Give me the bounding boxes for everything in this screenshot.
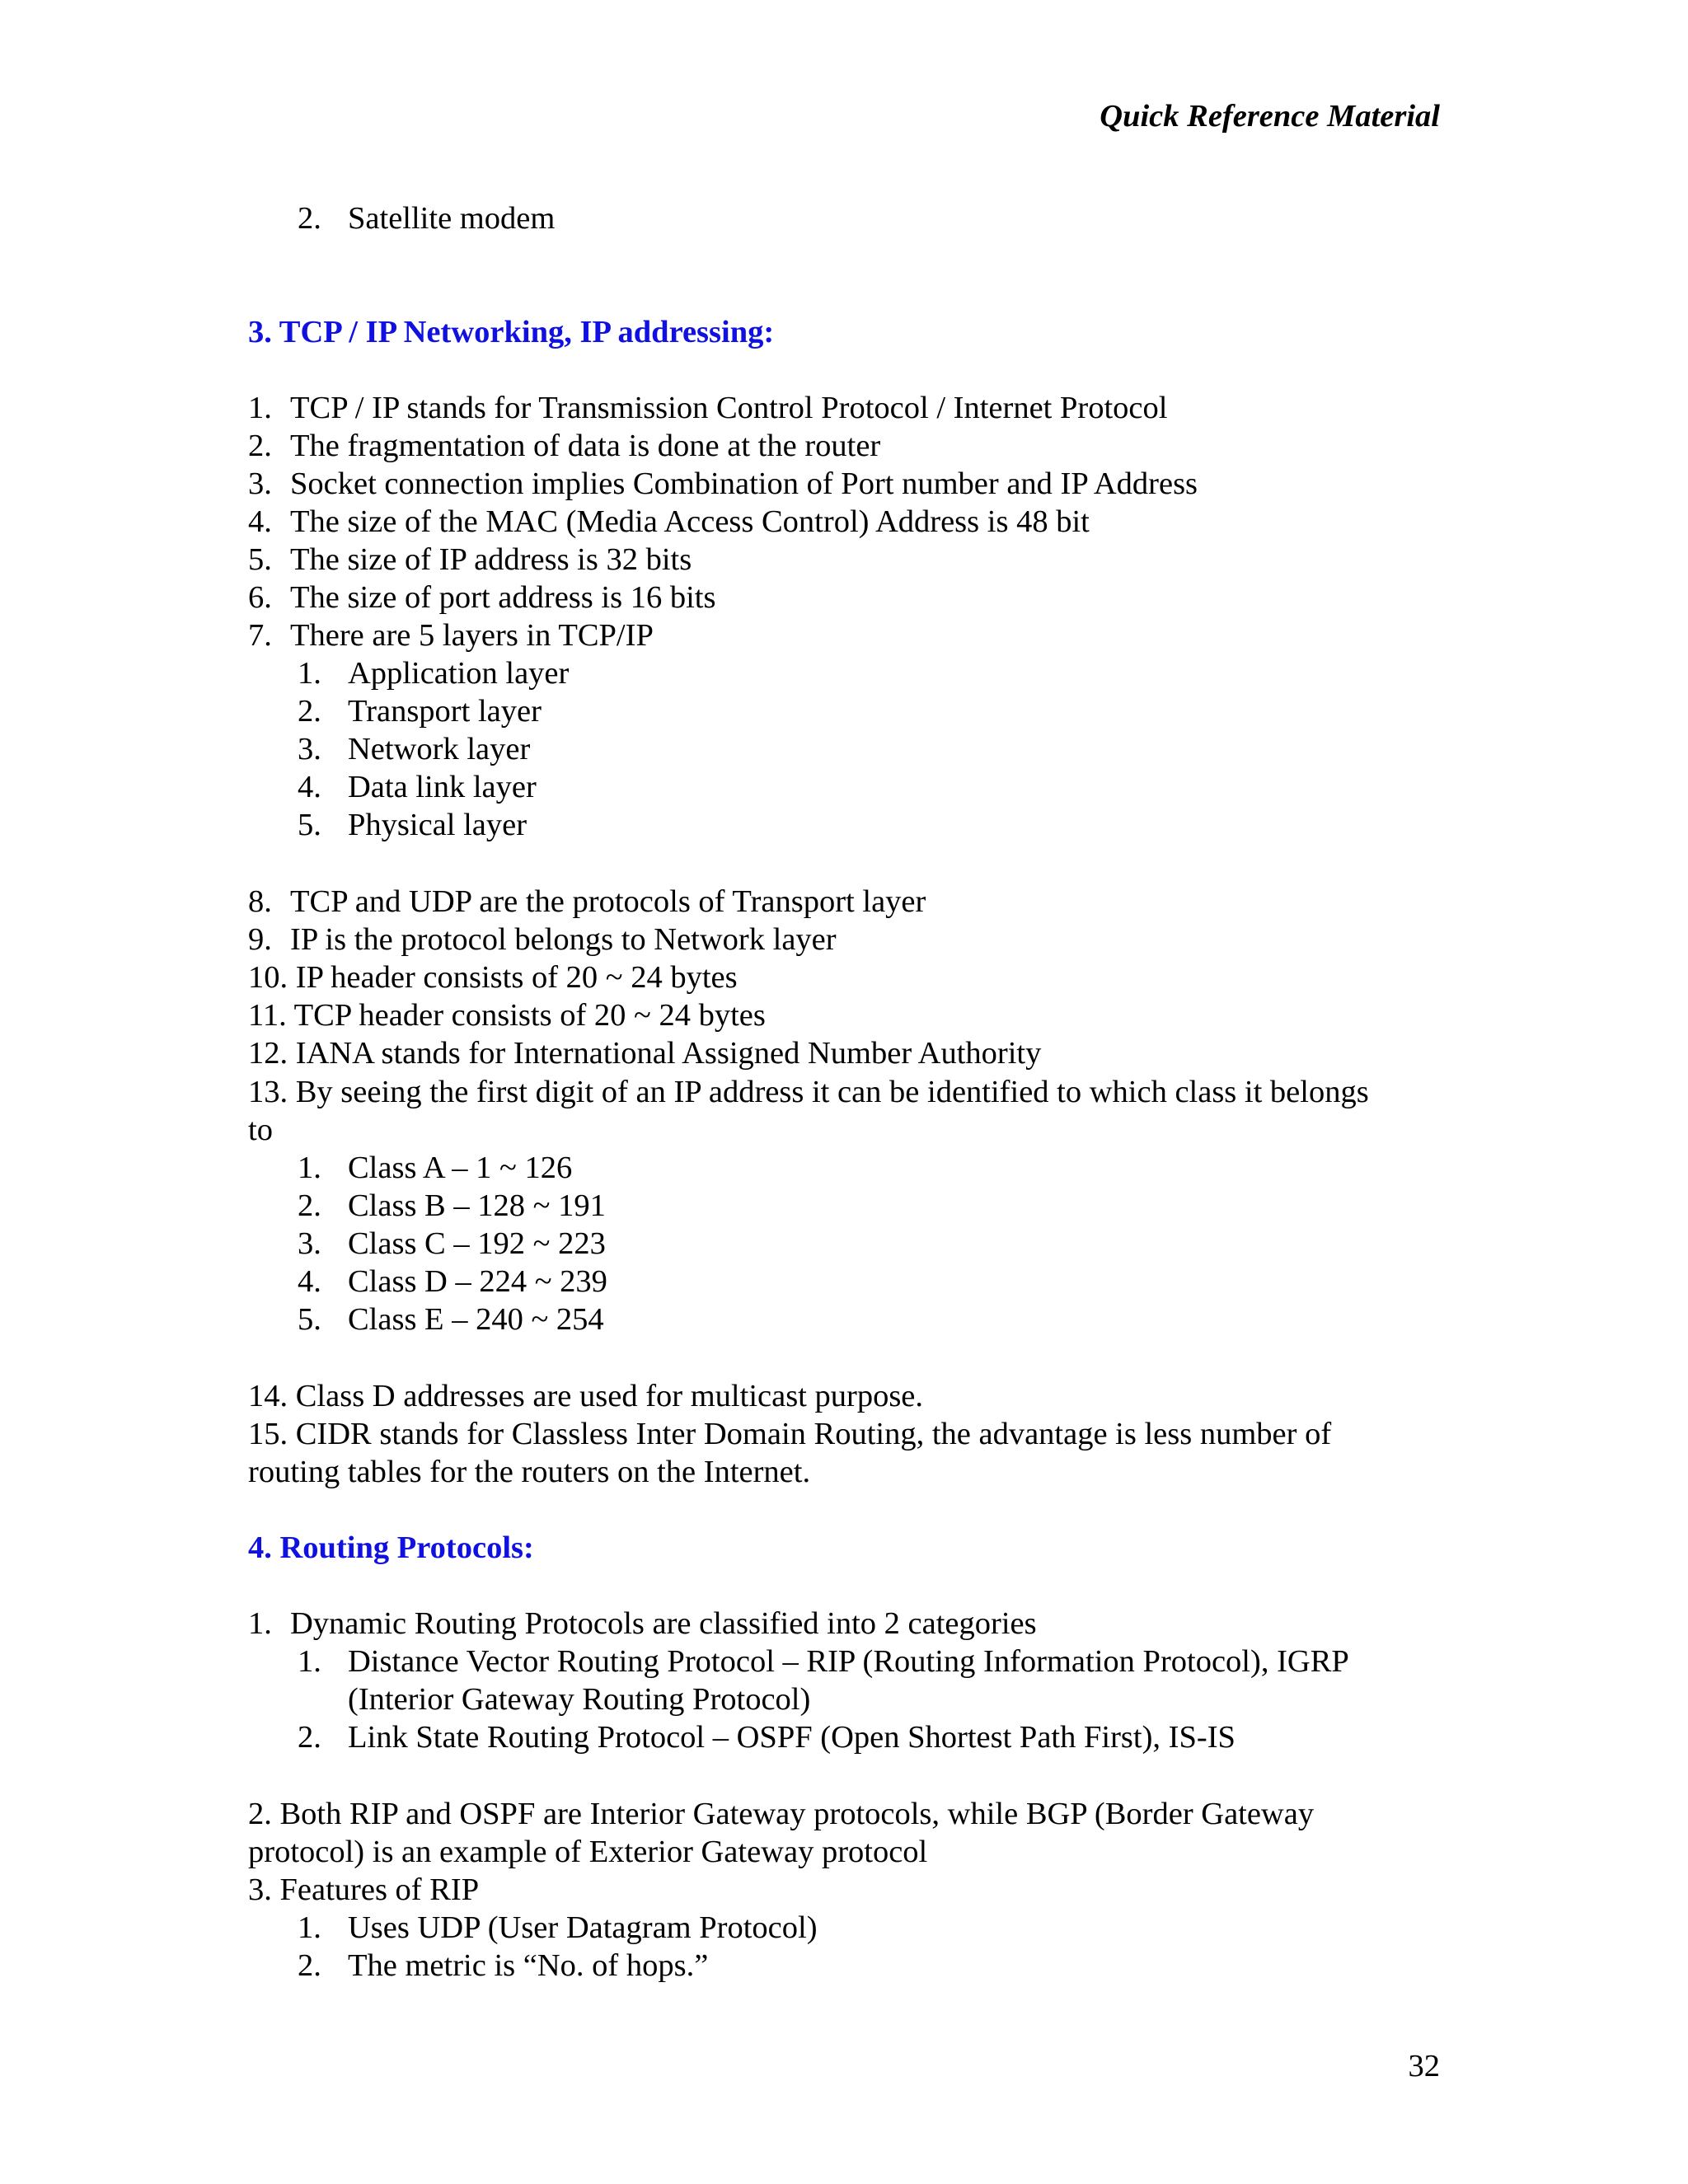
list-item-continuation: to	[248, 1113, 273, 1147]
section-heading-tcp-ip: 3. TCP / IP Networking, IP addressing:	[248, 315, 775, 349]
list-item: 10. IP header consists of 20 ~ 24 bytes	[248, 960, 738, 995]
sub-list-item: 4. Data link layer	[298, 770, 537, 804]
list-item: 9. IP is the protocol belongs to Network layer	[248, 922, 837, 957]
list-item: 7. There are 5 layers in TCP/IP	[248, 618, 654, 653]
sub-list-item: 5. Physical layer	[298, 808, 528, 842]
sub-list-item: 2. Transport layer	[298, 694, 542, 729]
page-number: 32	[1408, 2049, 1440, 2083]
sub-list-item: 1. Uses UDP (User Datagram Protocol)	[298, 1910, 818, 1945]
page-header-title: Quick Reference Material	[1100, 99, 1440, 134]
sub-list-item: 3. Class C – 192 ~ 223	[298, 1226, 606, 1261]
list-item: 3. Socket connection implies Combination of Port number and IP Address	[248, 466, 1198, 501]
list-item: 1. Dynamic Routing Protocols are classified into 2 categories	[248, 1606, 1037, 1641]
sub-list-item: 2. The metric is “No. of hops.”	[298, 1948, 709, 1983]
section-heading-routing: 4. Routing Protocols:	[248, 1530, 534, 1565]
list-item-continuation: routing tables for the routers on the Internet.	[248, 1455, 811, 1489]
sub-list-item: 1. Distance Vector Routing Protocol – RIP (Routing Information Protocol), IGRP	[298, 1644, 1349, 1679]
list-item: 1. TCP / IP stands for Transmission Control Protocol / Internet Protocol	[248, 391, 1168, 425]
list-item-continuation: protocol) is an example of Exterior Gateway protocol	[248, 1835, 928, 1869]
sub-list-item: 2. Class B – 128 ~ 191	[298, 1188, 606, 1223]
list-item: 8. TCP and UDP are the protocols of Transport layer	[248, 884, 926, 919]
list-item: 12. IANA stands for International Assigned Number Authority	[248, 1036, 1042, 1071]
sub-list-item: 3. Network layer	[298, 732, 531, 766]
list-item: 6. The size of port address is 16 bits	[248, 580, 716, 615]
sub-list-item: 1. Application layer	[298, 656, 570, 691]
sub-list-item: 4. Class D – 224 ~ 239	[298, 1264, 607, 1299]
sub-list-item: 2. Link State Routing Protocol – OSPF (Open Shortest Path First), IS-IS	[298, 1720, 1236, 1755]
list-item: 2. The fragmentation of data is done at the router	[248, 429, 881, 463]
sub-list-item: 5. Class E – 240 ~ 254	[298, 1302, 604, 1337]
sub-list-item: 1. Class A – 1 ~ 126	[298, 1151, 573, 1185]
list-item: 2. Both RIP and OSPF are Interior Gateway protocols, while BGP (Border Gateway	[248, 1797, 1315, 1831]
list-item: 5. The size of IP address is 32 bits	[248, 542, 692, 577]
list-item: 4. The size of the MAC (Media Access Control) Address is 48 bit	[248, 504, 1090, 539]
list-item: 13. By seeing the first digit of an IP address it can be identified to which class it belongs	[248, 1075, 1369, 1109]
list-item: 14. Class D addresses are used for multicast purpose.	[248, 1379, 924, 1413]
list-item: 11. TCP header consists of 20 ~ 24 bytes	[248, 998, 766, 1033]
list-item: 2. Satellite modem	[298, 201, 556, 236]
list-item: 15. CIDR stands for Classless Inter Domain Routing, the advantage is less number of	[248, 1417, 1332, 1451]
list-item: 3. Features of RIP	[248, 1872, 480, 1907]
sub-list-item-continuation: (Interior Gateway Routing Protocol)	[348, 1682, 811, 1717]
